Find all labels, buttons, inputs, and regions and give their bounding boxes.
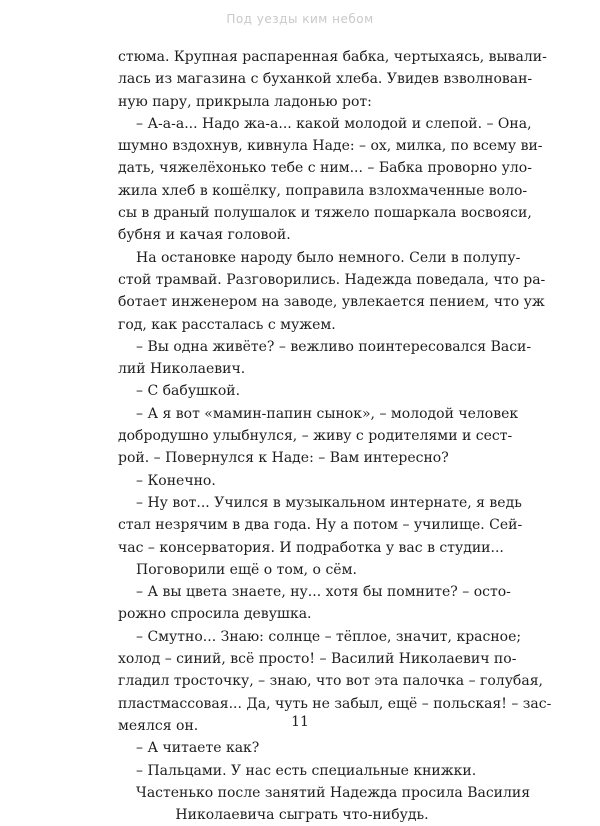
text-line: – Вы одна живёте? – вежливо поинтересовался Васи-: [136, 338, 532, 355]
text-line: – А-а-а... Надо жа-а... какой молодой и слепой. – Она,: [136, 115, 532, 132]
text-line: Николаевича сыграть что-нибудь.: [175, 807, 429, 824]
text-line: рой. – Повернулся к Наде: – Вам интересно?: [118, 450, 449, 467]
text-line: – Пальцами. У нас есть специальные книжки.: [136, 762, 477, 779]
body-text: [118, 46, 552, 826]
running-header: Под уезды ким небом: [226, 12, 374, 26]
text-line: – Смутно... Знаю: солнце – тёплое, значит, красное;: [136, 628, 522, 645]
text-line: стой трамвай. Разговорились. Надежда поведала, что ра-: [118, 271, 546, 288]
text-line: меялся он.: [118, 717, 199, 734]
text-line: гладил тросточку, – знаю, что вот эта палочка – голубая,: [118, 673, 543, 690]
text-line: – А читаете как?: [136, 740, 260, 757]
text-line: шумно вздохнув, кивнула Наде: – ох, милка, по всему ви-: [118, 138, 543, 155]
text-line: лий Николаевич.: [118, 361, 246, 378]
text-line: добродушно улыбнулся, – живу с родителями и сест-: [118, 428, 513, 445]
text-line: – Конечно.: [136, 472, 216, 489]
text-line: Частенько после занятий Надежда просила Василия: [136, 784, 531, 801]
text-line: На остановке народу было немного. Сели в полупу-: [136, 249, 521, 266]
text-line: – А вы цвета знаете, ну... хотя бы помните? – осто-: [136, 584, 511, 601]
text-line: час – консерватория. И подработка у вас в студии...: [118, 539, 504, 556]
text-line: стюма. Крупная распаренная бабка, чертыхаясь, вывали-: [118, 49, 547, 65]
text-line: рожно спросила девушка.: [118, 606, 312, 623]
text-line: стал незрячим в два года. Ну а потом – училище. Сей-: [118, 517, 523, 534]
text-line: холод – синий, всё просто! – Василий Николаевич по-: [118, 651, 517, 668]
text-line: сы в драный полушалок и тяжело пошаркала восвояси,: [118, 205, 532, 222]
text-line: жила хлеб в кошёлку, поправила взлохмаченные воло-: [118, 182, 528, 199]
text-line: – С бабушкой.: [136, 383, 241, 400]
page-number: 11: [291, 714, 309, 730]
text-line: год, как рассталась с мужем.: [118, 316, 336, 333]
text-line: – А я вот «мамин-папин сынок», – молодой человек: [136, 405, 519, 422]
text-line: лась из магазина с буханкой хлеба. Увидев взволнован-: [118, 71, 533, 88]
text-line: – Ну вот... Учился в музыкальном интернате, я ведь: [136, 494, 522, 511]
text-line: ную пару, прикрыла ладонью рот:: [118, 93, 372, 110]
text-line: бубня и качая головой.: [118, 227, 291, 244]
text-line: Поговорили ещё о том, о сём.: [136, 561, 357, 578]
text-line: пластмассовая... Да, чуть не забыл, ещё – польская! – зас-: [118, 695, 552, 712]
text-line: дать, чяжелёхонько тебе с ним... – Бабка проворно уло-: [118, 160, 532, 177]
text-line: ботает инженером на заводе, увлекается пением, что уж: [118, 294, 545, 311]
